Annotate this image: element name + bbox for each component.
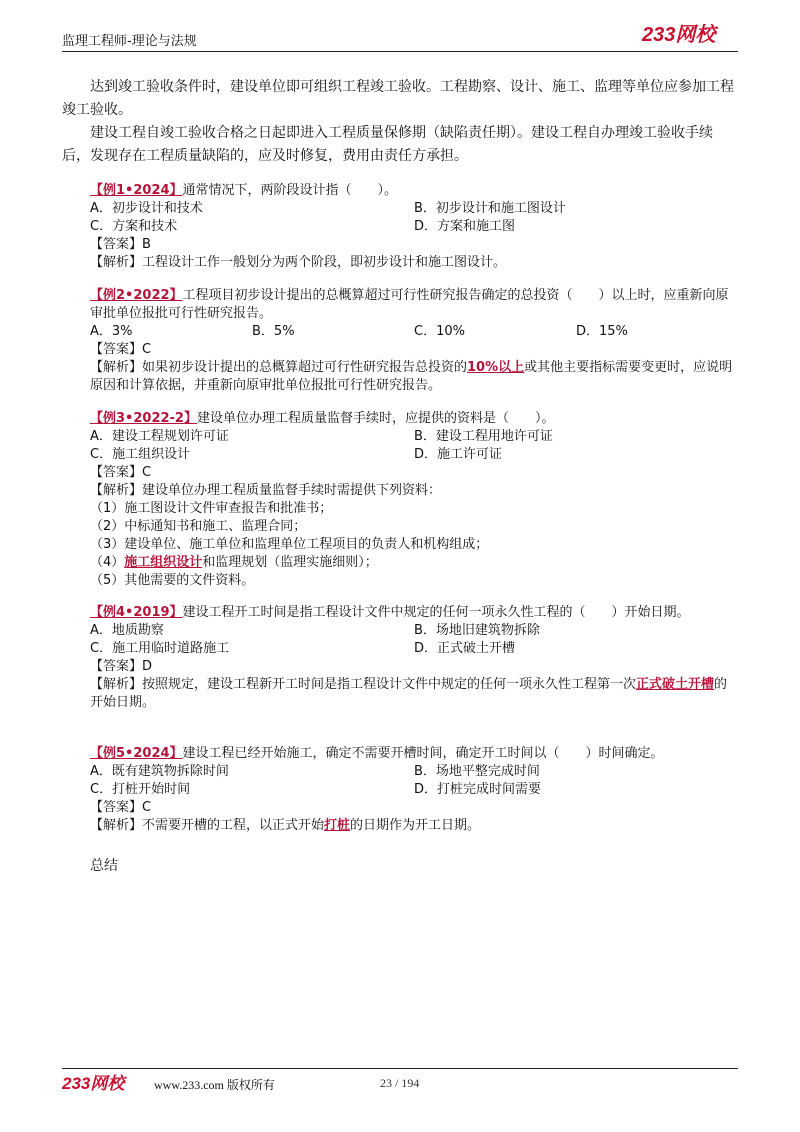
analysis-highlight: 施工组织设计 [124,555,203,570]
analysis: 【解析】不需要开槽的工程，以正式开始打桩的日期作为开工日期。 [90,818,481,833]
brand-logo [640,24,736,46]
analysis-highlight: 打桩 [324,818,351,833]
question-stem: 通常情况下，两阶段设计指（ ）。 [182,183,398,198]
option-d: D．方案和施工图 [414,219,516,234]
analysis-highlight: 正式破土开槽 [636,677,715,692]
example-question-4 [90,604,738,712]
option-a: A．初步设计和技术 [90,201,203,216]
footer-rule [62,1068,738,1069]
footer-logo-icon [62,1073,146,1093]
document-header-title: 监理工程师-理论与法规 [62,34,197,49]
option-a: A．地质勘察 [90,623,164,638]
example-question-1 [90,182,738,272]
footer-copyright: www.233.com 版权所有 [154,1078,275,1092]
list-item: （3）建设单位、施工单位和监理单位工程项目的负责人和机构组成； [90,537,489,552]
option-a: A．建设工程规划许可证 [90,429,229,444]
option-b: B．初步设计和施工图设计 [414,201,566,216]
summary-heading: 总结 [90,858,118,874]
option-b: B．场地平整完成时间 [414,764,540,779]
option-b: B．5% [252,324,295,339]
list-item: （5）其他需要的文件资料。 [90,573,255,588]
analysis: 【解析】如果初步设计提出的总概算超过可行性研究报告总投资的10%以上或其他主要指标需要变更时，应说明原因和计算依据，并重新向原审批单位报批可行性研究报告。 [90,360,733,393]
option-c: C．打桩开始时间 [90,782,191,797]
option-d: D．15% [576,324,628,339]
example-tag: 【例2•2022】 [90,288,183,303]
example-question-5 [90,745,738,835]
answer: 【答案】C [90,465,152,480]
question-stem: 工程项目初步设计提出的总概算超过可行性研究报告确定的总投资（ ）以上时，应重新向原审批单位报批可行性研究报告。 [90,288,729,321]
answer: 【答案】D [90,659,153,674]
brand-logo-icon [640,24,736,46]
example-tag: 【例3•2022-2】 [90,411,197,426]
option-d: D．正式破土开槽 [414,641,516,656]
option-b: B．场地旧建筑物拆除 [414,623,540,638]
option-d: D．打桩完成时间需要 [414,782,542,797]
page-number: 23 / 194 [380,1076,420,1090]
footer-logo [62,1073,146,1093]
question-stem: 建设单位办理工程质量监督手续时，应提供的资料是（ ）。 [196,411,555,426]
question-stem: 建设工程开工时间是指工程设计文件中规定的任何一项永久性工程的（ ）开始日期。 [182,605,690,620]
list-item: （4）施工组织设计和监理规划（监理实施细则）； [90,555,378,570]
svg-text:233网校: 233网校 [642,24,716,46]
answer: 【答案】C [90,342,152,357]
analysis: 【解析】按照规定，建设工程新开工时间是指工程设计文件中规定的任何一项永久性工程第一次正式破土开槽的开始日期。 [90,677,728,710]
answer: 【答案】C [90,800,152,815]
intro-paragraph-2: 建设工程自竣工验收合格之日起即进入工程质量保修期（缺陷责任期）。建设工程自办理竣工验收手续后，发现存在工程质量缺陷的，应及时修复，费用由责任方承担。 [62,125,713,164]
analysis: 【解析】建设单位办理工程质量监督手续时需提供下列资料： [90,483,442,498]
option-a: A．3% [90,324,133,339]
header-rule [62,51,738,52]
option-a: A．既有建筑物拆除时间 [90,764,229,779]
list-item: （2）中标通知书和施工、监理合同； [90,519,307,534]
example-tag: 【例4•2019】 [90,605,183,620]
option-c: C．施工组织设计 [90,447,191,462]
list-item: （1）施工图设计文件审查报告和批准书； [90,501,333,516]
svg-text:233网校: 233网校 [62,1074,125,1093]
option-c: C．方案和技术 [90,219,178,234]
option-b: B．建设工程用地许可证 [414,429,553,444]
analysis-highlight: 10%以上 [467,360,525,375]
example-question-3 [90,410,738,590]
intro-paragraph-1: 达到竣工验收条件时，建设单位即可组织工程竣工验收。工程勘察、设计、施工、监理等单位应参加工程竣工验收。 [62,79,734,118]
question-stem: 建设工程已经开始施工，确定不需要开槽时间，确定开工时间以（ ）时间确定。 [182,746,664,761]
example-tag: 【例5•2024】 [90,746,183,761]
example-question-2 [90,287,738,395]
analysis: 【解析】工程设计工作一般划分为两个阶段，即初步设计和施工图设计。 [90,255,507,270]
option-c: C．施工用临时道路施工 [90,641,230,656]
answer: 【答案】B [90,237,151,252]
example-tag: 【例1•2024】 [90,183,183,198]
option-c: C．10% [414,324,465,339]
option-d: D．施工许可证 [414,447,503,462]
